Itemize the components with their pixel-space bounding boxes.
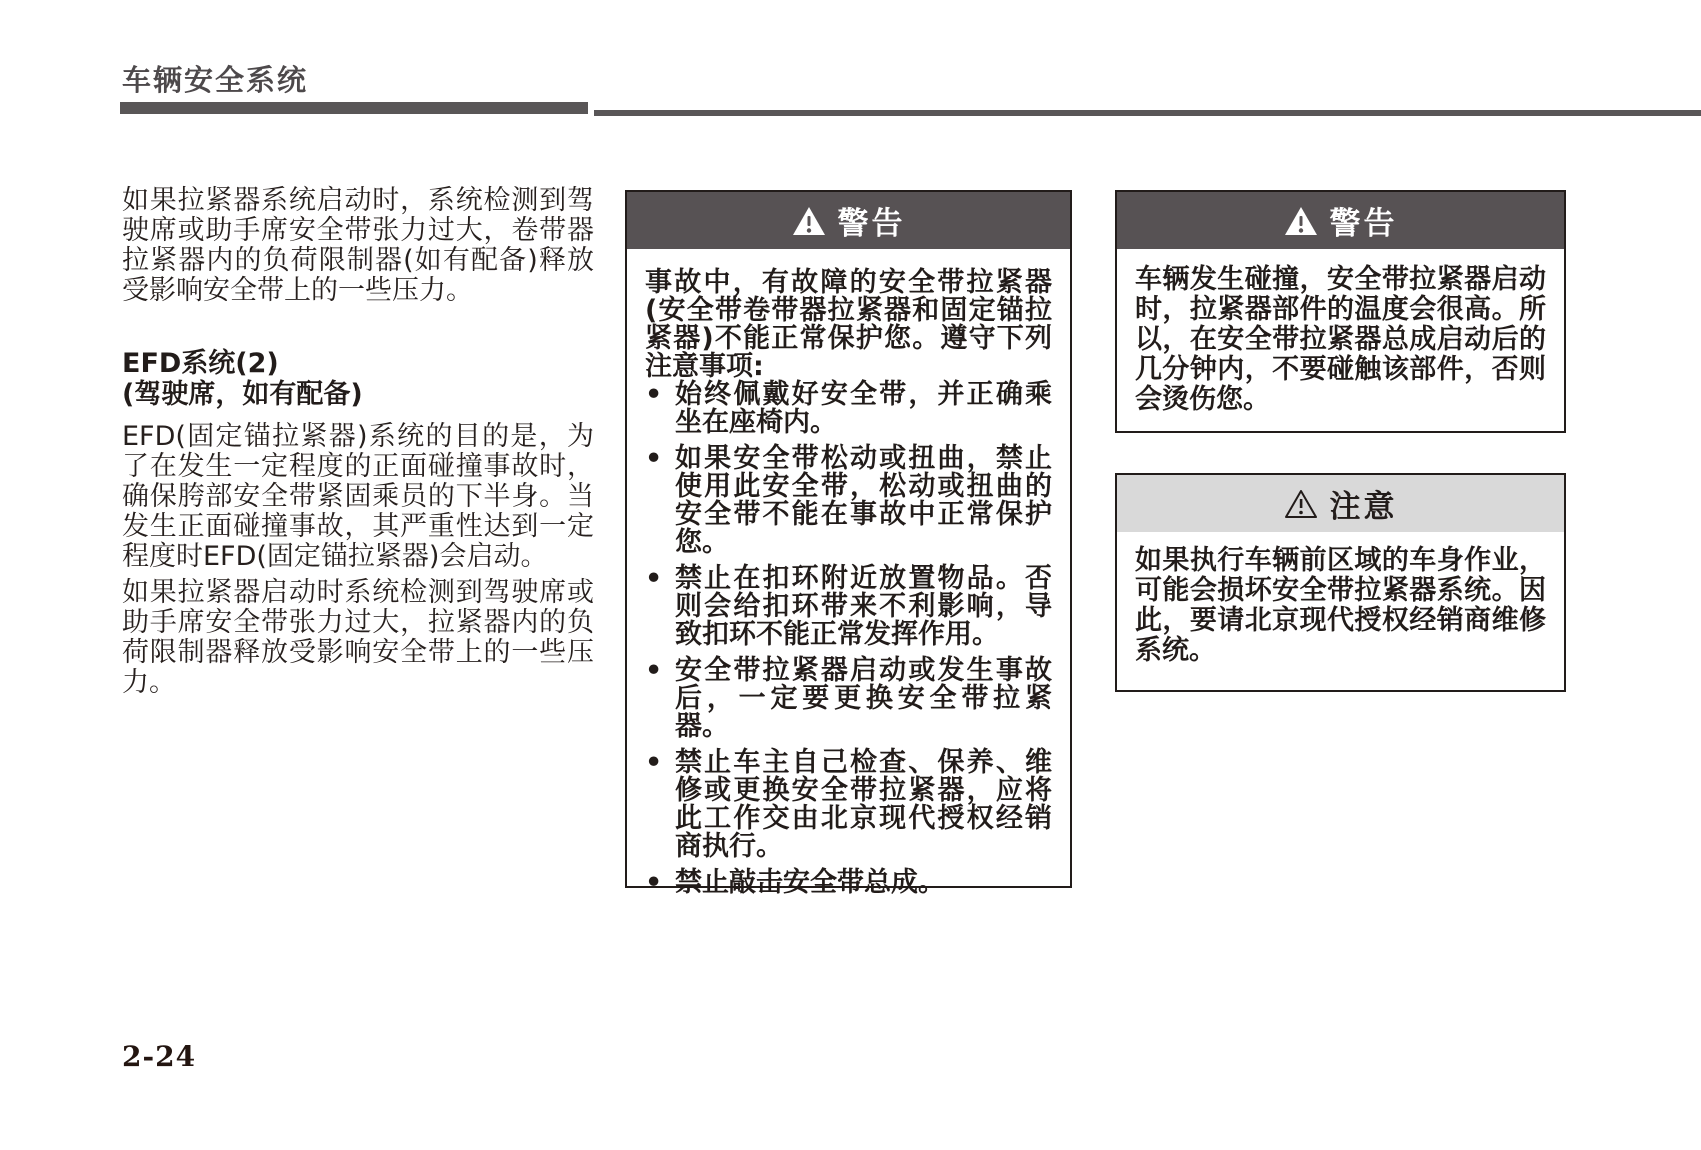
warning-triangle-icon bbox=[792, 206, 826, 236]
bullet-text: 始终佩戴好安全带，并正确乘坐在座椅内。 bbox=[675, 379, 1052, 438]
warning-bullet-item bbox=[645, 657, 1052, 741]
warning-title: 警告 bbox=[1329, 206, 1398, 242]
body-paragraph-2: EFD(固定锚拉紧器)系统的目的是，为了在发生一定程度的正面碰撞事故时，确保胯部安全带紧固乘员的下半身。当发生正面碰撞事故，其严重性达到一定程度时EFD(固定锚拉紧器)会启动。 bbox=[122, 421, 594, 572]
header-divider-line bbox=[594, 110, 1701, 116]
warning-box-center bbox=[625, 190, 1072, 898]
bullet-dot: • bbox=[645, 443, 663, 474]
body-paragraph-1: 如果拉紧器系统启动时，系统检测到驾驶席或助手席安全带张力过大，卷带器拉紧器内的负荷限制器(如有配备)释放受影响安全带上的一些压力。 bbox=[122, 185, 594, 306]
bullet-dot: • bbox=[645, 563, 663, 594]
warning-bullet-item bbox=[645, 565, 1052, 649]
caution-box-header bbox=[1117, 475, 1564, 532]
caution-box bbox=[1115, 473, 1566, 692]
warning-box-right-body bbox=[1117, 249, 1564, 415]
warning-intro-text: 事故中，有故障的安全带拉紧器(安全带卷带器拉紧器和固定锚拉紧器)不能正常保护您。遵守下列注意事项: bbox=[645, 267, 1052, 382]
body-paragraph-3: 如果拉紧器启动时系统检测到驾驶席或助手席安全带张力过大，拉紧器内的负荷限制器释放受影响安全带上的一些压力。 bbox=[122, 577, 594, 698]
caution-body-text: 如果执行车辆前区域的车身作业，可能会损坏安全带拉紧器系统。因此，要请北京现代授权经销商维修系统。 bbox=[1135, 545, 1546, 666]
bullet-text: 安全带拉紧器启动或发生事故后，一定要更换安全带拉紧器。 bbox=[675, 655, 1052, 742]
page-number: 2-24 bbox=[122, 1040, 197, 1073]
warning-box-right bbox=[1115, 190, 1566, 433]
section-heading-efd bbox=[122, 348, 594, 410]
caution-title: 注意 bbox=[1329, 489, 1398, 525]
page-title: 车辆安全系统 bbox=[122, 63, 309, 97]
warning-body-text: 车辆发生碰撞，安全带拉紧器启动时，拉紧器部件的温度会很高。所以，在安全带拉紧器总成启动后的几分钟内，不要碰触该部件，否则会烫伤您。 bbox=[1135, 264, 1546, 415]
section-heading-line2: (驾驶席，如有配备) bbox=[122, 379, 363, 410]
warning-box-center-body bbox=[627, 249, 1070, 897]
bullet-dot: • bbox=[645, 747, 663, 778]
warning-bullet-item bbox=[645, 445, 1052, 557]
bullet-text: 禁止在扣环附近放置物品。否则会给扣环带来不利影响，导致扣环不能正常发挥作用。 bbox=[675, 563, 1052, 650]
warning-box-right-header bbox=[1117, 192, 1564, 249]
caution-box-body bbox=[1117, 532, 1564, 666]
warning-box-center-header bbox=[627, 192, 1070, 249]
section-heading-line1: EFD系统(2) bbox=[122, 348, 279, 379]
warning-title: 警告 bbox=[837, 206, 906, 242]
bullet-dot: • bbox=[645, 379, 663, 410]
header-bar-thick bbox=[120, 102, 588, 114]
warning-triangle-icon bbox=[1284, 206, 1318, 236]
bullet-text: 禁止车主自己检查、保养、维修或更换安全带拉紧器，应将此工作交由北京现代授权经销商执行。 bbox=[675, 747, 1052, 862]
left-text-column bbox=[122, 186, 594, 698]
bullet-text: 禁止敲击安全带总成。 bbox=[675, 867, 945, 898]
warning-bullet-list bbox=[645, 381, 1052, 897]
caution-triangle-icon bbox=[1284, 489, 1318, 519]
bullet-dot: • bbox=[645, 867, 663, 898]
bullet-dot: • bbox=[645, 655, 663, 686]
warning-bullet-item bbox=[645, 381, 1052, 437]
warning-bullet-item bbox=[645, 869, 1052, 897]
bullet-text: 如果安全带松动或扭曲，禁止使用此安全带，松动或扭曲的安全带不能在事故中正常保护您。 bbox=[675, 443, 1052, 558]
warning-bullet-item bbox=[645, 749, 1052, 861]
